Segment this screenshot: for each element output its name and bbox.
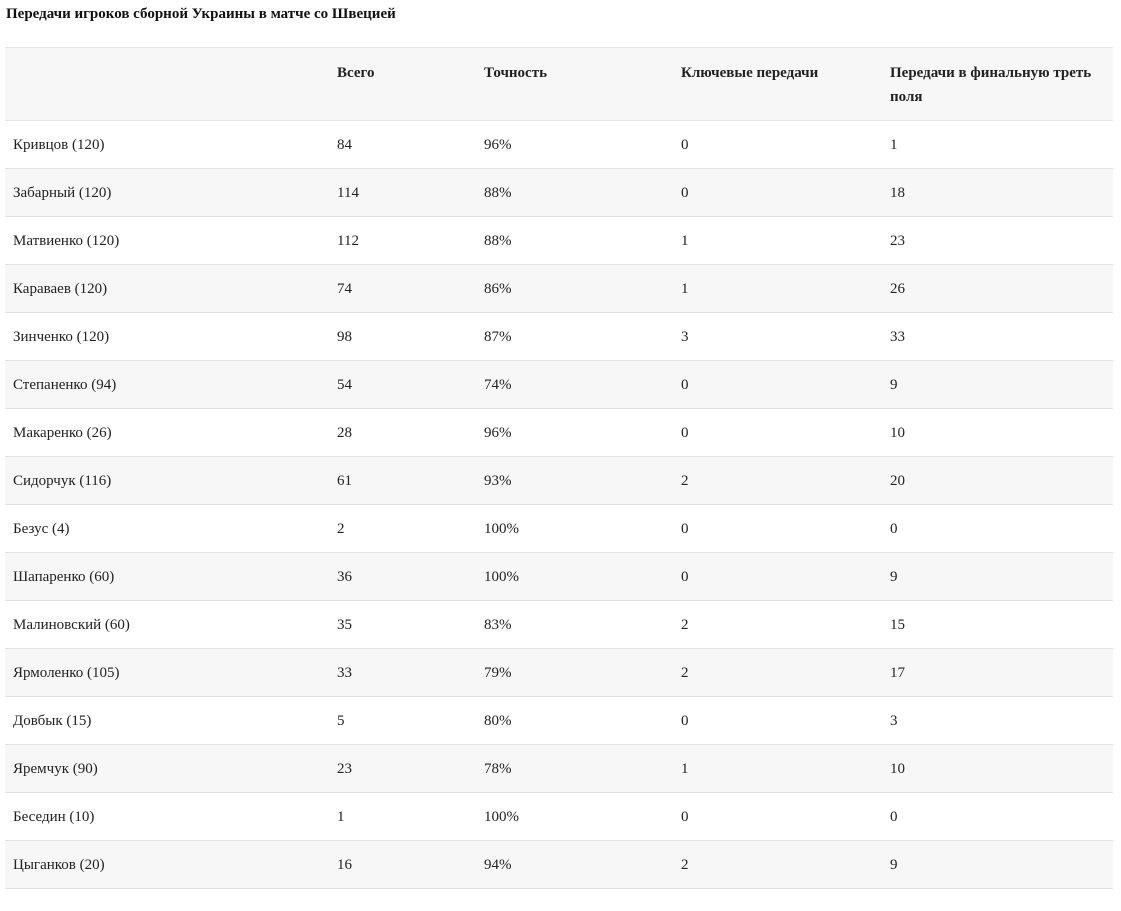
table-row — [5, 505, 1113, 553]
total-cell: 84 — [337, 136, 352, 153]
final-third-cell: 20 — [890, 472, 905, 489]
player-cell: Зинченко (120) — [13, 328, 110, 345]
header-row — [5, 48, 1113, 121]
total-cell: 23 — [337, 760, 352, 777]
table-row — [5, 649, 1113, 697]
key-passes-cell: 0 — [681, 136, 689, 153]
final-third-cell: 18 — [890, 184, 905, 201]
player-cell: Безус (4) — [13, 520, 70, 537]
key-passes-cell: 0 — [681, 712, 689, 729]
key-passes-cell: 0 — [681, 808, 689, 825]
player-cell: Шапаренко (60) — [13, 568, 115, 585]
table-row — [5, 457, 1113, 505]
final-third-cell: 15 — [890, 616, 905, 633]
table-row — [5, 313, 1113, 361]
final-third-cell: 17 — [890, 664, 905, 681]
table-row — [5, 409, 1113, 457]
final-third-cell: 26 — [890, 280, 905, 297]
key-passes-cell: 3 — [681, 328, 689, 345]
total-cell: 28 — [337, 424, 352, 441]
key-passes-cell: 2 — [681, 664, 689, 681]
accuracy-cell: 100% — [484, 568, 519, 585]
accuracy-cell: 87% — [484, 328, 512, 345]
table-row — [5, 697, 1113, 745]
key-passes-cell: 1 — [681, 760, 689, 777]
final-third-cell: 9 — [890, 568, 898, 585]
key-passes-cell: 2 — [681, 472, 689, 489]
total-cell: 2 — [337, 520, 345, 537]
total-cell: 33 — [337, 664, 352, 681]
final-third-cell: 1 — [890, 136, 898, 153]
table-row — [5, 121, 1113, 169]
player-cell: Беседин (10) — [13, 808, 95, 825]
table-row — [5, 553, 1113, 601]
accuracy-cell: 93% — [484, 472, 512, 489]
table-row — [5, 361, 1113, 409]
player-cell: Довбык (15) — [13, 712, 92, 729]
player-cell: Цыганков (20) — [13, 856, 105, 873]
player-cell: Караваев (120) — [13, 280, 108, 297]
total-cell: 114 — [337, 184, 359, 201]
table-row — [5, 745, 1113, 793]
accuracy-cell: 96% — [484, 136, 512, 153]
header-total: Всего — [337, 65, 375, 81]
table-row — [5, 217, 1113, 265]
final-third-cell: 9 — [890, 376, 898, 393]
key-passes-cell: 0 — [681, 568, 689, 585]
total-cell: 5 — [337, 712, 345, 729]
final-third-cell: 10 — [890, 760, 905, 777]
total-cell: 1 — [337, 808, 345, 825]
table-row — [5, 265, 1113, 313]
final-third-cell: 0 — [890, 520, 898, 537]
accuracy-cell: 88% — [484, 184, 512, 201]
accuracy-cell: 83% — [484, 616, 512, 633]
key-passes-cell: 2 — [681, 856, 689, 873]
accuracy-cell: 88% — [484, 232, 512, 249]
total-cell: 35 — [337, 616, 352, 633]
passing-stats-table — [5, 47, 1113, 889]
player-cell: Сидорчук (116) — [13, 472, 112, 489]
header-key-passes: Ключевые передачи — [681, 65, 819, 81]
player-cell: Яремчук (90) — [13, 760, 98, 777]
final-third-cell: 0 — [890, 808, 898, 825]
key-passes-cell: 0 — [681, 376, 689, 393]
header-final-third-passes: Передачи в финальную треть поля — [890, 65, 1092, 105]
player-cell: Матвиенко (120) — [13, 232, 120, 249]
accuracy-cell: 78% — [484, 760, 512, 777]
table-row — [5, 841, 1113, 889]
player-cell: Ярмоленко (105) — [13, 664, 120, 681]
final-third-cell: 9 — [890, 856, 898, 873]
accuracy-cell: 94% — [484, 856, 512, 873]
accuracy-cell: 80% — [484, 712, 512, 729]
player-cell: Малиновский (60) — [13, 616, 130, 633]
total-cell: 36 — [337, 568, 352, 585]
player-cell: Степаненко (94) — [13, 376, 117, 393]
key-passes-cell: 2 — [681, 616, 689, 633]
total-cell: 98 — [337, 328, 352, 345]
key-passes-cell: 1 — [681, 280, 689, 297]
total-cell: 16 — [337, 856, 352, 873]
table-row — [5, 793, 1113, 841]
total-cell: 54 — [337, 376, 352, 393]
total-cell: 61 — [337, 472, 352, 489]
final-third-cell: 33 — [890, 328, 905, 345]
header-accuracy: Точность — [484, 65, 548, 81]
accuracy-cell: 100% — [484, 808, 519, 825]
key-passes-cell: 0 — [681, 184, 689, 201]
table-body — [5, 121, 1113, 889]
accuracy-cell: 86% — [484, 280, 512, 297]
table-header — [5, 48, 1113, 121]
table-row — [5, 169, 1113, 217]
player-cell: Макаренко (26) — [13, 424, 112, 441]
total-cell: 112 — [337, 232, 359, 249]
accuracy-cell: 100% — [484, 520, 519, 537]
table-title: Передачи игроков сборной Украины в матче со Швецией — [6, 6, 396, 22]
total-cell: 74 — [337, 280, 352, 297]
final-third-cell: 3 — [890, 712, 898, 729]
table-row — [5, 601, 1113, 649]
final-third-cell: 10 — [890, 424, 905, 441]
header-player — [5, 48, 329, 121]
key-passes-cell: 0 — [681, 520, 689, 537]
key-passes-cell: 1 — [681, 232, 689, 249]
key-passes-cell: 0 — [681, 424, 689, 441]
accuracy-cell: 96% — [484, 424, 512, 441]
accuracy-cell: 74% — [484, 376, 512, 393]
accuracy-cell: 79% — [484, 664, 512, 681]
final-third-cell: 23 — [890, 232, 905, 249]
player-cell: Кривцов (120) — [13, 136, 105, 153]
player-cell: Забарный (120) — [13, 184, 112, 201]
